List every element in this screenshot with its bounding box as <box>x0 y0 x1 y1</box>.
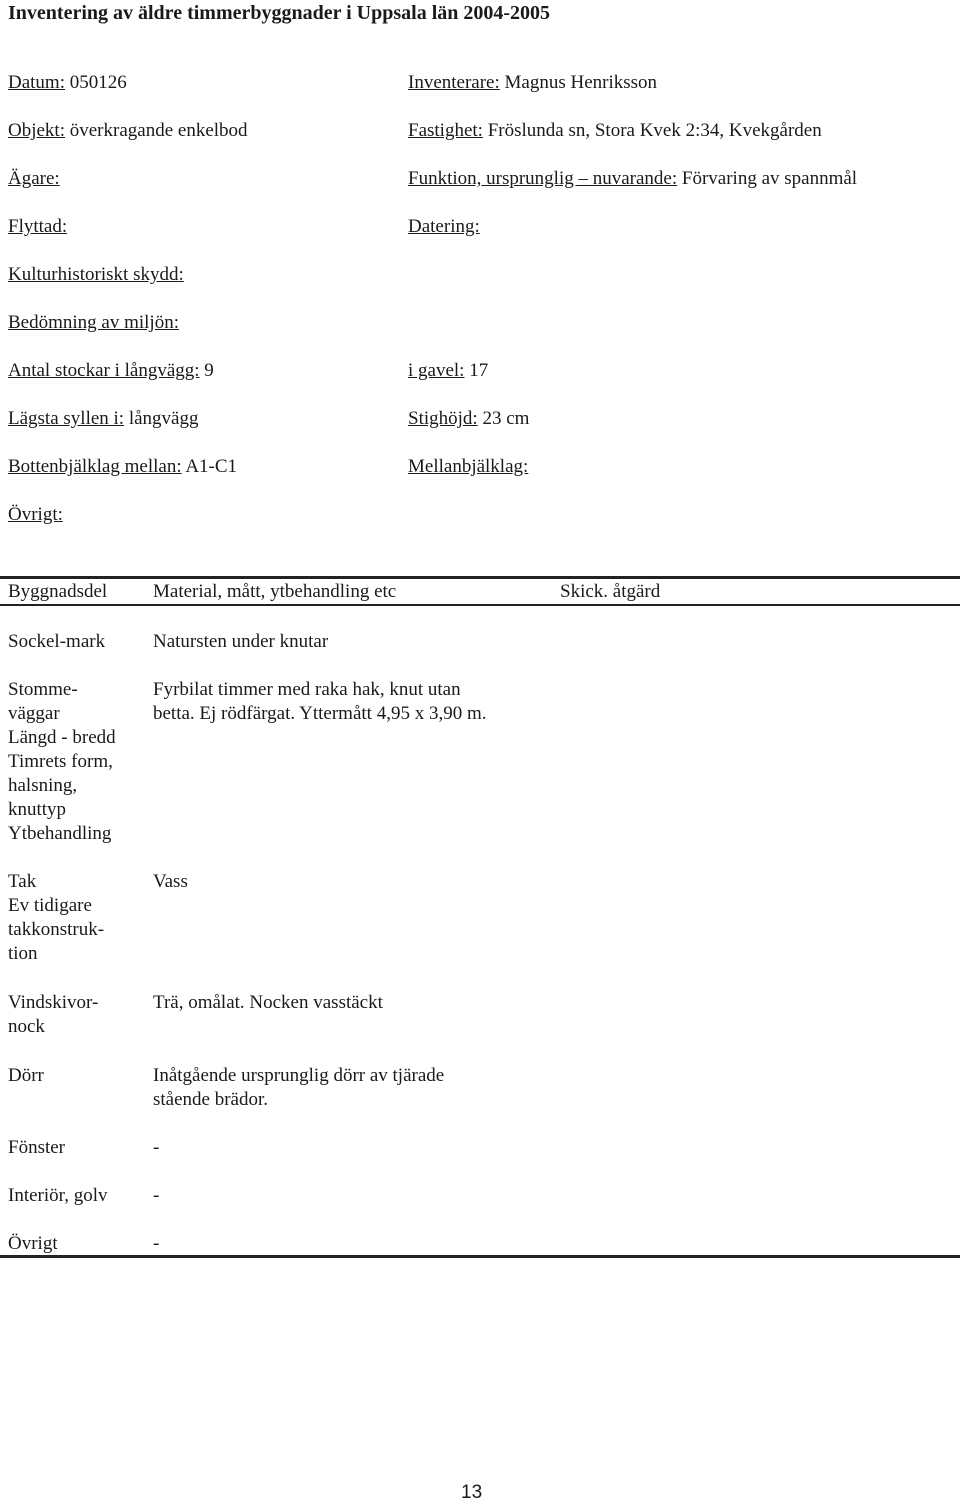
cell-line: Sockel-mark <box>8 631 106 652</box>
table-row-material <box>153 678 486 726</box>
cell-line: stående brädor. <box>153 1089 269 1110</box>
cell-line: takkonstruk- <box>8 919 105 940</box>
cell-line: Stomme- <box>8 679 78 700</box>
cell-line: Vindskivor- <box>8 992 99 1013</box>
cell-line: nock <box>8 1016 45 1037</box>
cell-line: Övrigt <box>8 1233 58 1254</box>
table-row-part <box>8 1136 65 1160</box>
table-row-part <box>8 1064 44 1088</box>
table-header-material: Material, mått, ytbehandling etc <box>153 581 397 602</box>
field-value: Förvaring av spannmål <box>681 168 858 189</box>
field-antal-stockar <box>8 360 214 382</box>
field-flyttad <box>8 216 67 238</box>
field-label: Bottenbjälklag mellan: <box>8 456 182 477</box>
field-lagsta-syllen <box>8 408 199 430</box>
field-bedomning <box>8 312 179 334</box>
cell-line: Natursten under knutar <box>153 631 329 652</box>
field-value: Magnus Henriksson <box>504 72 658 93</box>
field-kulturhistoriskt <box>8 264 184 286</box>
field-label: Bedömning av miljön: <box>8 312 179 333</box>
cell-line: Längd - bredd <box>8 727 116 748</box>
cell-line: Timrets form, <box>8 751 113 772</box>
field-value: 17 <box>469 360 489 381</box>
field-label: Datering: <box>408 216 480 237</box>
field-value: 9 <box>204 360 214 381</box>
table-row-material <box>153 630 328 654</box>
table-row-part <box>8 870 104 966</box>
field-label: Lägsta syllen i: <box>8 408 125 429</box>
cell-line: betta. Ej rödfärgat. Yttermått 4,95 x 3,90 m. <box>153 703 487 724</box>
table-row-part <box>8 991 98 1039</box>
field-label: Inventerare: <box>408 72 500 93</box>
field-label: Datum: <box>8 72 65 93</box>
cell-line: Dörr <box>8 1065 44 1086</box>
table-header-rule <box>0 604 960 606</box>
field-datum <box>8 72 127 94</box>
table-bottom-rule <box>0 1255 960 1258</box>
table-row-material <box>153 1064 444 1112</box>
cell-line: Fyrbilat timmer med raka hak, knut utan <box>153 679 461 700</box>
field-datering <box>408 216 480 238</box>
table-header-condition: Skick. åtgärd <box>560 581 661 602</box>
cell-line: halsning, <box>8 775 78 796</box>
field-stighojd <box>408 408 529 430</box>
field-label: Fastighet: <box>408 120 483 141</box>
field-label: Mellanbjälklag: <box>408 456 529 477</box>
table-row-part <box>8 630 105 654</box>
table-row-part <box>8 1184 108 1208</box>
field-fastighet <box>408 120 822 142</box>
table-row-part <box>8 1232 58 1256</box>
field-value: 23 cm <box>482 408 530 429</box>
field-value: långvägg <box>128 408 199 429</box>
table-row-part <box>8 678 116 846</box>
field-label: Funktion, ursprunglig – nuvarande: <box>408 168 678 189</box>
table-header-part: Byggnadsdel <box>8 581 108 602</box>
document-title: Inventering av äldre timmerbyggnader i Uppsala län 2004-2005 <box>8 2 551 24</box>
cell-line: knuttyp <box>8 799 67 820</box>
field-label: Kulturhistoriskt skydd: <box>8 264 184 285</box>
field-label: Flyttad: <box>8 216 68 237</box>
field-inventerare <box>408 72 657 94</box>
field-label: Antal stockar i långvägg: <box>8 360 200 381</box>
cell-line: - <box>153 1137 160 1158</box>
cell-line: väggar <box>8 703 60 724</box>
field-funktion <box>408 168 857 190</box>
cell-line: Interiör, golv <box>8 1185 108 1206</box>
field-ovrigt <box>8 504 63 526</box>
table-row-material <box>153 991 383 1015</box>
cell-line: Tak <box>8 871 37 892</box>
table-row-material <box>153 1184 159 1208</box>
field-i-gavel <box>408 360 488 382</box>
cell-line: Ev tidigare <box>8 895 92 916</box>
page-number: 13 <box>461 1482 483 1503</box>
field-value: 050126 <box>69 72 127 93</box>
field-label: Ägare: <box>8 168 60 189</box>
field-objekt <box>8 120 248 142</box>
field-label: Stighöjd: <box>408 408 478 429</box>
cell-line: Ytbehandling <box>8 823 112 844</box>
field-bottenbjalklag <box>8 456 237 478</box>
field-label: Övrigt: <box>8 504 63 525</box>
cell-line: tion <box>8 943 38 964</box>
table-row-material <box>153 1136 159 1160</box>
table-top-rule <box>0 576 960 579</box>
field-value: A1-C1 <box>185 456 238 477</box>
cell-line: Trä, omålat. Nocken vasstäckt <box>153 992 383 1013</box>
field-value: Fröslunda sn, Stora Kvek 2:34, Kvekgården <box>487 120 822 141</box>
table-row-material <box>153 1232 159 1256</box>
cell-line: Inåtgående ursprunglig dörr av tjärade <box>153 1065 445 1086</box>
field-value: överkragande enkelbod <box>69 120 248 141</box>
cell-line: Fönster <box>8 1137 65 1158</box>
cell-line: Vass <box>153 871 188 892</box>
cell-line: - <box>153 1233 160 1254</box>
field-label: i gavel: <box>408 360 465 381</box>
cell-line: - <box>153 1185 160 1206</box>
table-row-material <box>153 870 188 894</box>
field-agare <box>8 168 60 190</box>
field-label: Objekt: <box>8 120 65 141</box>
field-mellanbjalklag <box>408 456 528 478</box>
